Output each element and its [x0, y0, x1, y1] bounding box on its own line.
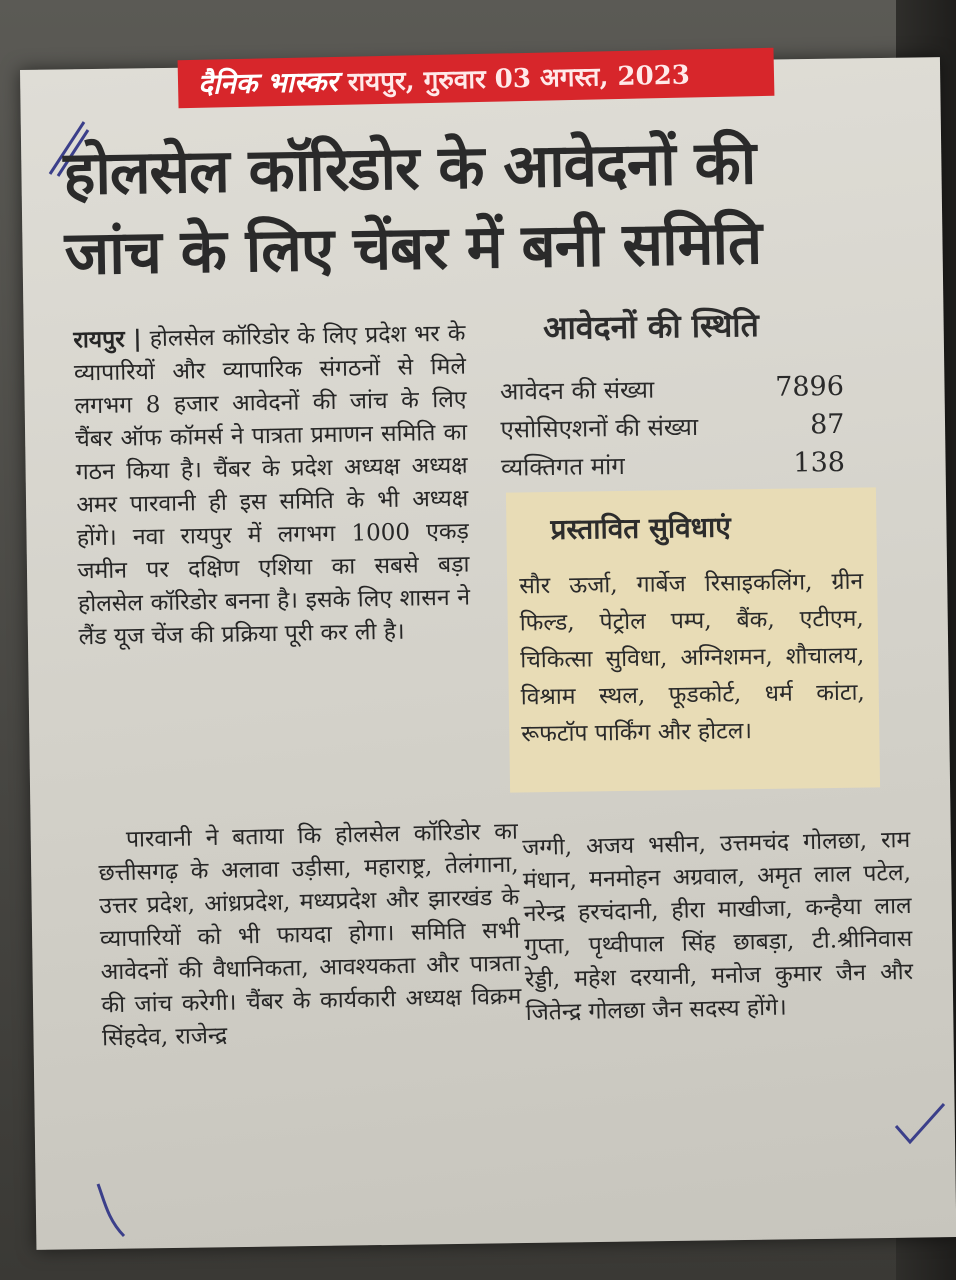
status-list: [500, 369, 852, 486]
article-paragraph-3: जग्गी, अजय भसीन, उत्तमचंद गोलछा, राम मंधान, मनमोहन अग्रवाल, अमृत लाल पटेल, नरेन्द्र हरचंदानी, हीरा माखीजा, कन्हैया लाल गुप्ता, पृथ्वीपाल सिंह छाबड़ा, टी.श्रीनिवास रेड्डी, महेश दरयानी, मनोज कुमार जैन और जितेन्द्र गोलछा जैन सदस्य होंगे।: [522, 826, 914, 1027]
headline: [63, 122, 825, 294]
status-value: 138: [793, 446, 846, 479]
facilities-title: प्रस्तावित सुविधाएं: [550, 510, 731, 546]
status-label: एसोसिएशनों की संख्या: [500, 412, 699, 444]
pen-check-icon: [890, 1100, 950, 1150]
article-paragraph-2: पारवानी ने बताया कि होलसेल कॉरिडोर का छत्तीसगढ़ के अलावा उड़ीसा, महाराष्ट्र, तेलंगाना, उत्तर प्रदेश, आंध्रप्रदेश, मध्यप्रदेश और झारखंड के व्यापारियों को भी फायदा होगा। समिति सभी आवेदनों की वैधानिकता, आवश्यकता और पात्रता की जांच करेगी। चैंबर के कार्यकारी अध्यक्ष विक्रम सिंहदेव, राजेन्द्र: [98, 818, 522, 1052]
status-row: [501, 445, 851, 486]
status-row: [500, 407, 850, 448]
article-paragraph-1: होलसेल कॉरिडोर के लिए प्रदेश भर के व्यापारियों और व्यापारिक संगठनों से मिले लगभग 8 हजार आवेदनों की जांच के लिए चैंबर ऑफ कॉमर्स ने पात्रता प्रमाणन समिति का गठन किया है। चैंबर के प्रदेश अध्यक्ष अध्यक्ष अमर पारवानी ही इस समिति के भी अध्यक्ष होंगे। नवा रायपुर में लगभग 1000 एकड़ जमीन पर दक्षिण एशिया का सबसे बड़ा होलसेल कॉरिडोर बनना है। इसके लिए शासन ने लैंड यूज चेंज की प्रक्रिया पूरी कर ली है।: [73, 320, 471, 651]
status-box-title: आवेदनों की स्थिति: [542, 306, 760, 348]
dateline: रायपुर |: [73, 325, 142, 354]
masthead-dateline: रायपुर, गुरुवार 03 अगस्त, 2023: [347, 60, 691, 98]
status-value: 7896: [774, 370, 845, 403]
status-label: आवेदन की संख्या: [499, 375, 655, 406]
headline-line-2: जांच के लिए चेंबर में बनी समिति: [64, 208, 762, 289]
headline-line-1: होलसेल कॉरिडोर के आवेदनों की: [62, 128, 756, 209]
article-column-1: [73, 317, 471, 655]
status-box: [499, 301, 881, 485]
article-column-2: [522, 824, 914, 1030]
facilities-box: [506, 487, 880, 792]
article-column-1b: [98, 816, 523, 1056]
facilities-text: सौर ऊर्जा, गार्बेज रिसाइकलिंग, ग्रीन फिल्ड, पेट्रोल पम्प, बैंक, एटीएम, चिकित्सा सुविधा, अग्निशमन, शौचालय, विश्राम स्थल, फूडकोर्ट, धर्म कांटा, रूफटॉप पार्किंग और होटल।: [519, 568, 865, 748]
pen-tick-icon: [94, 1180, 134, 1240]
status-row: [500, 369, 850, 410]
masthead-brand: दैनिक भास्कर: [197, 64, 339, 101]
status-label: व्यक्तिगत मांग: [500, 451, 625, 482]
status-value: 87: [809, 408, 845, 441]
